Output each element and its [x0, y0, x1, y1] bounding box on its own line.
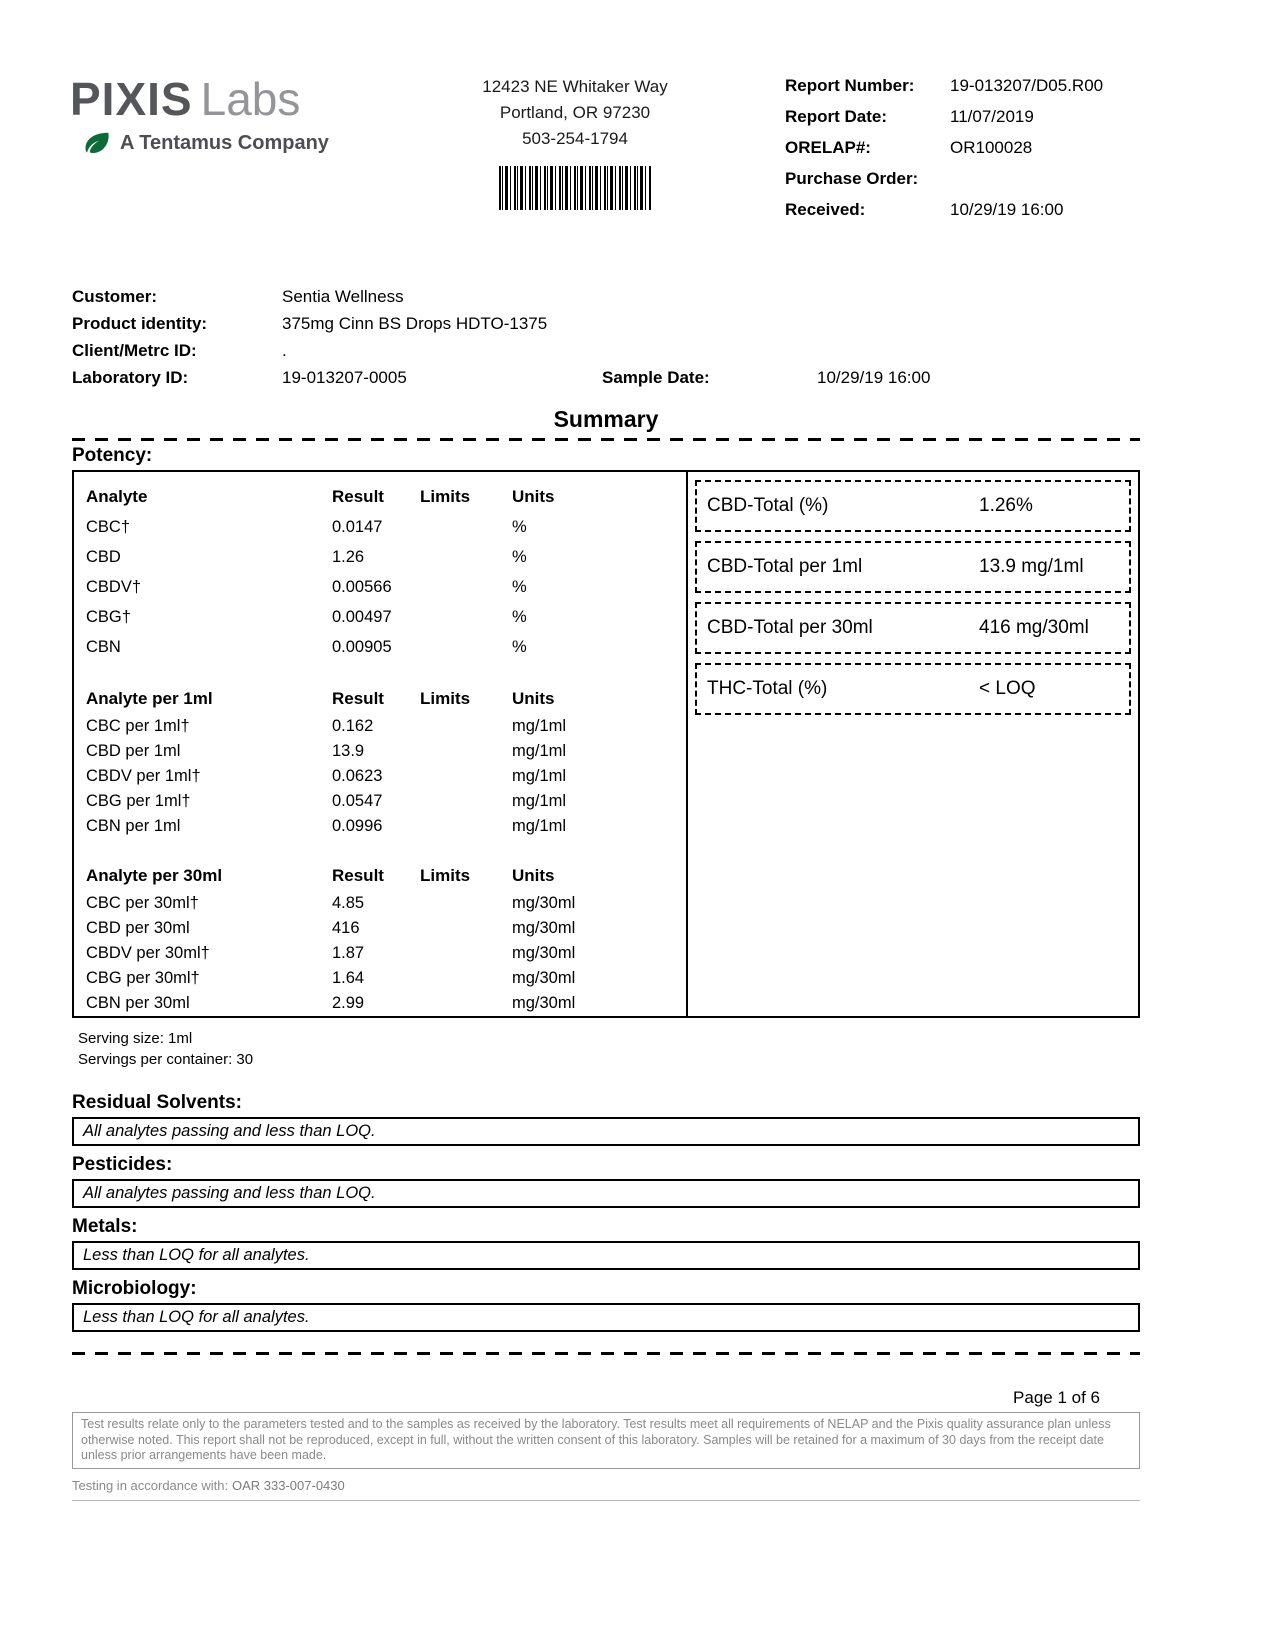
- section-pesticides: [72, 1154, 1140, 1208]
- potency-totals-panel: [686, 472, 1138, 1016]
- cell-limits: [420, 891, 512, 916]
- total-label: CBD-Total per 1ml: [707, 556, 863, 577]
- cell-analyte: CBC†: [86, 517, 131, 536]
- cell-units: %: [512, 577, 527, 596]
- table-row: [86, 739, 674, 764]
- dashed-divider-bottom: [72, 1352, 1140, 1355]
- table-header-row: [86, 684, 674, 714]
- cell-limits: [420, 632, 512, 662]
- logo-text-pixis: PIXIS: [70, 73, 193, 125]
- total-cbd-per-1ml: [695, 541, 1131, 593]
- table-row: [86, 941, 674, 966]
- serving-size: Serving size: 1ml: [78, 1030, 193, 1047]
- total-label: CBD-Total (%): [707, 495, 829, 516]
- cell-limits: [420, 512, 512, 542]
- client-metrc-id-value: .: [282, 341, 287, 360]
- cell-limits: [420, 739, 512, 764]
- orelap-value: OR100028: [950, 138, 1033, 157]
- table-row: [86, 632, 674, 662]
- col-analyte: Analyte: [86, 487, 148, 506]
- cell-result: 0.00497: [332, 607, 392, 626]
- summary-title: Summary: [553, 406, 659, 432]
- cell-analyte: CBN: [86, 637, 121, 656]
- potency-tables: [74, 472, 686, 1016]
- section-title: Pesticides:: [72, 1154, 173, 1175]
- report-number-value: 19-013207/D05.R00: [950, 76, 1104, 95]
- section-note: All analytes passing and less than LOQ.: [72, 1179, 1140, 1208]
- cell-units: %: [512, 547, 527, 566]
- customer-row: [72, 283, 1140, 310]
- cell-result: 1.87: [332, 944, 365, 962]
- col-analyte: Analyte per 1ml: [86, 689, 213, 708]
- total-label: CBD-Total per 30ml: [707, 617, 873, 638]
- cell-analyte: CBG†: [86, 607, 131, 626]
- total-value: 13.9 mg/1ml: [979, 556, 1084, 577]
- section-title: Metals:: [72, 1216, 138, 1237]
- lab-address: [440, 74, 710, 210]
- cell-analyte: CBC per 1ml†: [86, 717, 190, 735]
- cell-units: %: [512, 637, 527, 656]
- cell-result: 0.0623: [332, 767, 383, 785]
- cell-result: 13.9: [332, 742, 365, 760]
- col-result: Result: [332, 866, 384, 885]
- cell-result: 1.64: [332, 969, 365, 987]
- table-row: [86, 991, 674, 1016]
- cell-analyte: CBN per 30ml: [86, 994, 190, 1012]
- section-microbiology: [72, 1278, 1140, 1332]
- sample-date-label: Sample Date:: [602, 368, 710, 387]
- table-row: [86, 764, 674, 789]
- col-units: Units: [512, 866, 555, 885]
- serving-info: [78, 1028, 253, 1070]
- disclaimer-text: Test results relate only to the parameters tested and to the samples as received by the laboratory. Test results meet all requirements of NELAP and the Pixis quality assurance plan unless otherwise noted. This report shall not be reproduced, except in full, without the written consent of this laboratory. Samples will be retained for a maximum of 30 days from the receipt date unless prior arrangements have been made.: [72, 1412, 1140, 1469]
- report-number-row: [785, 74, 1125, 98]
- leaf-icon: [82, 128, 112, 158]
- total-thc-percent: [695, 663, 1131, 715]
- cell-analyte: CBD per 30ml: [86, 919, 190, 937]
- footer-rule: [72, 1500, 1140, 1501]
- total-cbd-percent: [695, 480, 1131, 532]
- table-row: [86, 789, 674, 814]
- cell-units: %: [512, 607, 527, 626]
- orelap-label: ORELAP#:: [785, 138, 871, 157]
- report-date-label: Report Date:: [785, 107, 888, 126]
- sample-info: [72, 283, 1140, 391]
- cell-analyte: CBDV†: [86, 577, 142, 596]
- cell-result: 0.0147: [332, 517, 383, 536]
- table-row: [86, 602, 674, 632]
- address-line2: Portland, OR 97230: [499, 103, 651, 122]
- cell-result: 4.85: [332, 894, 365, 912]
- col-result: Result: [332, 689, 384, 708]
- received-row: [785, 198, 1125, 222]
- cell-units: mg/1ml: [512, 767, 567, 785]
- col-limits: Limits: [420, 866, 471, 885]
- customer-label: Customer:: [72, 287, 158, 306]
- total-value: < LOQ: [979, 678, 1036, 699]
- section-title: Microbiology:: [72, 1278, 197, 1299]
- cell-units: mg/30ml: [512, 919, 576, 937]
- product-identity-value: 375mg Cinn BS Drops HDTO-1375: [282, 314, 548, 333]
- purchase-order-row: [785, 167, 1125, 191]
- cell-units: mg/30ml: [512, 994, 576, 1012]
- cell-analyte: CBD: [86, 547, 121, 566]
- table-row: [86, 542, 674, 572]
- cell-limits: [420, 941, 512, 966]
- section-note: Less than LOQ for all analytes.: [72, 1241, 1140, 1270]
- table-row: [86, 966, 674, 991]
- testing-accordance-value: OAR 333-007-0430: [232, 1478, 345, 1493]
- laboratory-id-label: Laboratory ID:: [72, 368, 189, 387]
- total-value: 1.26%: [979, 495, 1033, 516]
- table-row: [86, 512, 674, 542]
- table-row: [86, 714, 674, 739]
- section-metals: [72, 1216, 1140, 1270]
- cell-units: mg/30ml: [512, 894, 576, 912]
- potency-table-per-1ml: [86, 684, 674, 839]
- col-result: Result: [332, 487, 384, 506]
- cell-units: mg/1ml: [512, 742, 567, 760]
- testing-accordance-label: Testing in accordance with:: [72, 1478, 229, 1493]
- cell-limits: [420, 814, 512, 839]
- cell-units: mg/1ml: [512, 792, 567, 810]
- col-limits: Limits: [420, 689, 471, 708]
- report-date-value: 11/07/2019: [950, 107, 1034, 126]
- cell-limits: [420, 764, 512, 789]
- laboratory-id-row: [72, 364, 1140, 391]
- cell-result: 2.99: [332, 994, 365, 1012]
- section-note: All analytes passing and less than LOQ.: [72, 1117, 1140, 1146]
- dashed-divider-top: [72, 438, 1140, 441]
- page-number: Page 1 of 6: [1013, 1388, 1100, 1407]
- cell-result: 0.0996: [332, 817, 383, 835]
- cell-analyte: CBDV per 1ml†: [86, 767, 201, 785]
- table-row: [86, 891, 674, 916]
- product-identity-label: Product identity:: [72, 314, 208, 333]
- cell-result: 416: [332, 919, 360, 937]
- received-value: 10/29/19 16:00: [950, 200, 1064, 219]
- section-note: Less than LOQ for all analytes.: [72, 1303, 1140, 1332]
- cell-limits: [420, 542, 512, 572]
- cell-result: 1.26: [332, 547, 365, 566]
- testing-accordance: [72, 1478, 1140, 1493]
- potency-table-per-30ml: [86, 861, 674, 1016]
- orelap-row: [785, 136, 1125, 160]
- cell-limits: [420, 714, 512, 739]
- potency-section-label: Potency:: [72, 445, 153, 466]
- cell-result: 0.0547: [332, 792, 383, 810]
- cell-result: 0.162: [332, 717, 374, 735]
- cell-analyte: CBG per 30ml†: [86, 969, 200, 987]
- total-value: 416 mg/30ml: [979, 617, 1089, 638]
- col-units: Units: [512, 487, 555, 506]
- table-header-row: [86, 482, 674, 512]
- sample-date-value: 10/29/19 16:00: [817, 368, 931, 387]
- cell-result: 0.00566: [332, 577, 392, 596]
- total-label: THC-Total (%): [707, 678, 828, 699]
- cell-limits: [420, 572, 512, 602]
- cell-units: %: [512, 517, 527, 536]
- col-units: Units: [512, 689, 555, 708]
- cell-analyte: CBDV per 30ml†: [86, 944, 210, 962]
- address-line1: 12423 NE Whitaker Way: [482, 77, 668, 96]
- result-sections: [72, 1092, 1140, 1340]
- report-date-row: [785, 105, 1125, 129]
- cell-units: mg/30ml: [512, 944, 576, 962]
- table-row: [86, 572, 674, 602]
- address-line3: 503-254-1794: [522, 129, 628, 148]
- servings-per-container: Servings per container: 30: [78, 1051, 254, 1068]
- client-metrc-id-row: [72, 337, 1140, 364]
- cell-limits: [420, 966, 512, 991]
- logo-tagline: A Tentamus Company: [120, 131, 329, 154]
- cell-result: 0.00905: [332, 637, 392, 656]
- cell-units: mg/1ml: [512, 717, 567, 735]
- cell-limits: [420, 602, 512, 632]
- section-title: Residual Solvents:: [72, 1092, 242, 1113]
- col-limits: Limits: [420, 487, 471, 506]
- client-metrc-id-label: Client/Metrc ID:: [72, 341, 197, 360]
- total-cbd-per-30ml: [695, 602, 1131, 654]
- cell-analyte: CBN per 1ml: [86, 817, 181, 835]
- potency-box: [72, 470, 1140, 1018]
- cell-limits: [420, 916, 512, 941]
- cell-analyte: CBG per 1ml†: [86, 792, 191, 810]
- cell-limits: [420, 991, 512, 1016]
- section-residual-solvents: [72, 1092, 1140, 1146]
- cell-units: mg/1ml: [512, 817, 567, 835]
- col-analyte: Analyte per 30ml: [86, 866, 223, 885]
- report-number-label: Report Number:: [785, 76, 915, 95]
- purchase-order-label: Purchase Order:: [785, 169, 919, 188]
- potency-table-percent: [86, 482, 674, 662]
- cell-analyte: CBD per 1ml: [86, 742, 181, 760]
- table-row: [86, 916, 674, 941]
- product-identity-row: [72, 310, 1140, 337]
- logo-wordmark: [70, 72, 329, 126]
- cell-limits: [420, 789, 512, 814]
- table-row: [86, 814, 674, 839]
- pixis-logo: [70, 72, 329, 158]
- table-header-row: [86, 861, 674, 891]
- report-info: [785, 74, 1125, 229]
- customer-value: Sentia Wellness: [282, 287, 404, 306]
- cell-units: mg/30ml: [512, 969, 576, 987]
- received-label: Received:: [785, 200, 866, 219]
- laboratory-id-value: 19-013207-0005: [282, 368, 407, 387]
- barcode: [499, 166, 651, 210]
- logo-text-labs: Labs: [200, 73, 301, 125]
- cell-analyte: CBC per 30ml†: [86, 894, 199, 912]
